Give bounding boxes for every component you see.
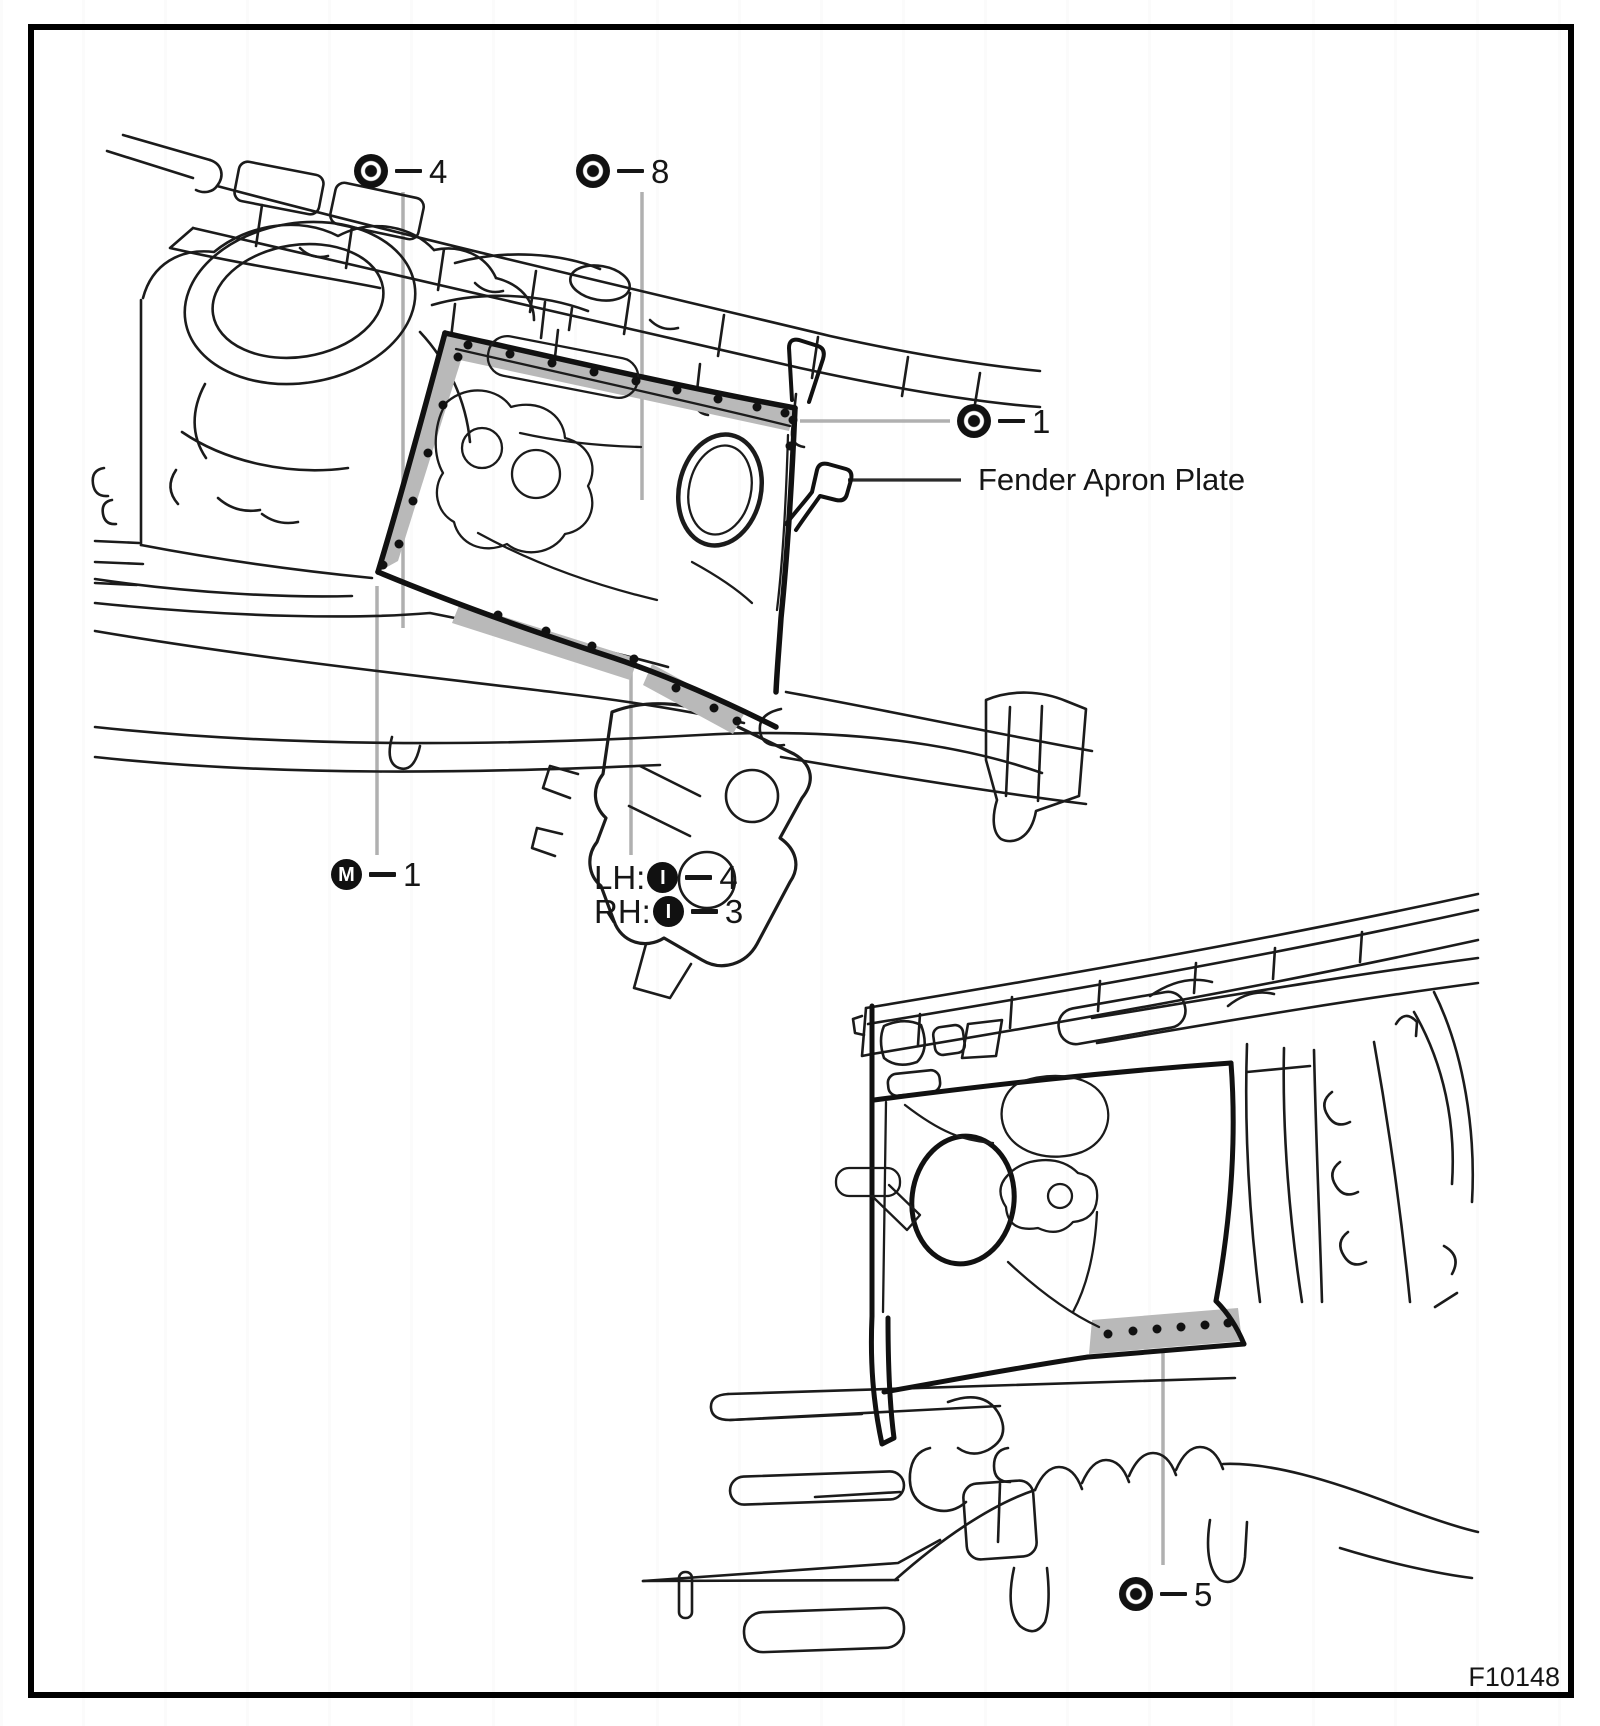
bottom-apron-interior-details [836, 1076, 1108, 1327]
callout-spotweld-5 [1119, 1577, 1212, 1611]
plug-weld-icon [647, 862, 678, 893]
callout-dash [1160, 1592, 1187, 1597]
callout-count: 1 [1032, 402, 1051, 440]
bottom-drawing [643, 894, 1478, 1653]
mig-weld-letter: M [338, 863, 355, 886]
callout-spotweld-8 [576, 154, 669, 188]
spot-weld-icon [957, 404, 991, 438]
mig-weld-icon [331, 859, 362, 890]
side-prefix: RH: [594, 893, 651, 930]
spot-weld-icon [1119, 1577, 1153, 1611]
callout-dash [617, 169, 644, 174]
callout-dash [395, 169, 422, 174]
spot-weld-icon [576, 154, 610, 188]
top-drawing [93, 135, 1092, 998]
part-label: Fender Apron Plate [978, 462, 1246, 497]
side-prefix: LH: [594, 859, 646, 896]
callout-count: 8 [651, 152, 670, 190]
callout-count: 1 [403, 856, 422, 893]
callout-count: 5 [1194, 1575, 1213, 1613]
callout-spotweld-1 [957, 404, 1050, 438]
callout-count: 4 [429, 152, 448, 190]
spot-weld-icon [354, 154, 388, 188]
callout-dash [691, 909, 718, 914]
callout-mig-weld-1 [331, 858, 421, 891]
callout-count: 4 [719, 859, 738, 896]
plug-weld-letter: I [665, 900, 672, 923]
plug-weld-letter: I [660, 866, 666, 889]
callout-rh-welds [594, 895, 743, 928]
callout-count: 3 [724, 893, 744, 930]
leader-lines [377, 192, 1163, 1565]
callout-dash [998, 419, 1025, 424]
figure-code: F10148 [1468, 1662, 1560, 1692]
plug-weld-icon [653, 896, 684, 927]
callout-spotweld-4 [354, 154, 447, 188]
callout-lh-welds [594, 861, 738, 894]
callout-dash [369, 872, 396, 877]
callout-dash [685, 875, 712, 880]
